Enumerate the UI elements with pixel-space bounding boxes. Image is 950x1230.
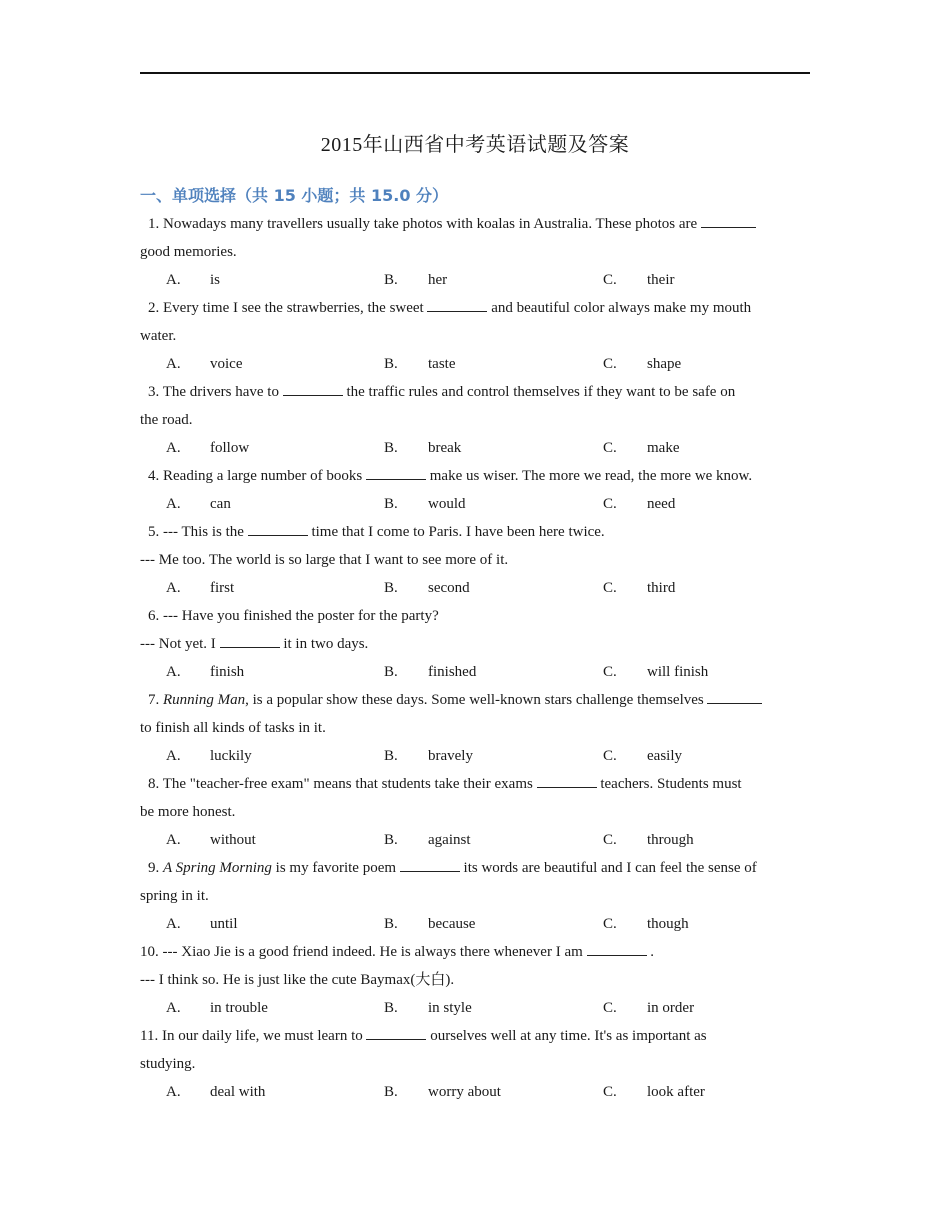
question-10: [140, 938, 810, 1022]
option-a[interactable]: A. follow: [166, 440, 250, 456]
question-stem: 10. --- Xiao Jie is a good friend indeed. He is always there whenever I am .: [140, 938, 810, 966]
option-a[interactable]: A. until: [166, 916, 238, 932]
answer-blank: [707, 689, 762, 704]
option-b[interactable]: B. second: [384, 580, 470, 596]
options-row: [140, 994, 810, 1022]
question-stem: 8. The "teacher-free exam" means that students take their exams teachers. Students must: [140, 770, 810, 798]
option-b[interactable]: B. break: [384, 440, 462, 456]
options-row: [140, 350, 810, 378]
question-stem-continued: to finish all kinds of tasks in it.: [140, 720, 326, 736]
question-stem-continued: spring in it.: [140, 888, 209, 904]
answer-blank: [366, 1025, 426, 1040]
question-stem: 7. Running Man, is a popular show these days. Some well-known stars challenge themselves: [140, 686, 810, 714]
question-stem-continued: --- Not yet. I it in two days.: [140, 630, 810, 658]
option-c[interactable]: C. look after: [603, 1084, 705, 1100]
option-b[interactable]: B. because: [384, 916, 476, 932]
question-stem: 1. Nowadays many travellers usually take photos with koalas in Australia. These photos are: [140, 210, 810, 238]
answer-blank: [220, 633, 280, 648]
option-c[interactable]: C. third: [603, 580, 676, 596]
question-11: [140, 1022, 810, 1106]
question-6: [140, 602, 810, 686]
answer-blank: [701, 213, 756, 228]
option-a[interactable]: A. voice: [166, 356, 243, 372]
option-a[interactable]: A. can: [166, 496, 231, 512]
option-c[interactable]: C. though: [603, 916, 689, 932]
question-stem-continued: water.: [140, 328, 177, 344]
option-a[interactable]: A. in trouble: [166, 1000, 268, 1016]
options-row: [140, 826, 810, 854]
option-c[interactable]: C. easily: [603, 748, 682, 764]
question-stem: 4. Reading a large number of books make us wiser. The more we read, the more we know.: [140, 462, 810, 490]
question-stem-continued: be more honest.: [140, 804, 236, 820]
options-row: [140, 490, 810, 518]
option-c[interactable]: C. will finish: [603, 664, 709, 680]
options-row: [140, 434, 810, 462]
option-a[interactable]: A. is: [166, 272, 221, 288]
question-stem-continued: --- Me too. The world is so large that I want to see more of it.: [140, 552, 509, 568]
answer-blank: [427, 297, 487, 312]
question-stem: 2. Every time I see the strawberries, the sweet and beautiful color always make my mouth: [140, 294, 810, 322]
header-rule: [140, 72, 810, 74]
option-a[interactable]: A. finish: [166, 664, 245, 680]
question-3: [140, 378, 810, 462]
question-stem: 5. --- This is the time that I come to Paris. I have been here twice.: [140, 518, 810, 546]
option-b[interactable]: B. against: [384, 832, 471, 848]
option-b[interactable]: B. in style: [384, 1000, 472, 1016]
question-stem-continued: good memories.: [140, 244, 237, 260]
option-b[interactable]: B. finished: [384, 664, 477, 680]
option-b[interactable]: B. worry about: [384, 1084, 501, 1100]
question-7: [140, 686, 810, 770]
option-c[interactable]: C. make: [603, 440, 680, 456]
question-8: [140, 770, 810, 854]
option-b[interactable]: B. her: [384, 272, 448, 288]
question-4: [140, 462, 810, 518]
answer-blank: [248, 521, 308, 536]
options-row: [140, 266, 810, 294]
option-c[interactable]: C. need: [603, 496, 676, 512]
option-c[interactable]: C. shape: [603, 356, 682, 372]
question-stem-continued: studying.: [140, 1056, 196, 1072]
answer-blank: [283, 381, 343, 396]
question-stem-continued: --- I think so. He is just like the cute Baymax(大白).: [140, 972, 455, 988]
option-c[interactable]: C. their: [603, 272, 675, 288]
question-list: [140, 210, 810, 1106]
option-b[interactable]: B. would: [384, 496, 466, 512]
options-row: [140, 658, 810, 686]
question-stem: 6. --- Have you finished the poster for the party?: [148, 608, 439, 624]
question-stem: 11. In our daily life, we must learn to ourselves well at any time. It's as important as: [140, 1022, 810, 1050]
answer-blank: [400, 857, 460, 872]
question-1: [140, 210, 810, 294]
question-stem: 9. A Spring Morning is my favorite poem its words are beautiful and I can feel the sense of: [140, 854, 810, 882]
option-a[interactable]: A. first: [166, 580, 235, 596]
options-row: [140, 574, 810, 602]
question-2: [140, 294, 810, 378]
question-stem: 3. The drivers have to the traffic rules and control themselves if they want to be safe on: [140, 378, 810, 406]
option-c[interactable]: C. through: [603, 832, 694, 848]
question-9: [140, 854, 810, 938]
options-row: [140, 1078, 810, 1106]
question-5: [140, 518, 810, 602]
option-c[interactable]: C. in order: [603, 1000, 695, 1016]
options-row: [140, 742, 810, 770]
option-a[interactable]: A. luckily: [166, 748, 252, 764]
answer-blank: [366, 465, 426, 480]
option-b[interactable]: B. bravely: [384, 748, 473, 764]
section-heading: 一、单项选择（共 15 小题；共 15.0 分）: [140, 186, 449, 205]
option-b[interactable]: B. taste: [384, 356, 456, 372]
options-row: [140, 910, 810, 938]
answer-blank: [587, 941, 647, 956]
page-title: 2015年山西省中考英语试题及答案: [320, 134, 630, 156]
option-a[interactable]: A. deal with: [166, 1084, 266, 1100]
option-a[interactable]: A. without: [166, 832, 256, 848]
answer-blank: [537, 773, 597, 788]
question-stem-continued: the road.: [140, 412, 193, 428]
